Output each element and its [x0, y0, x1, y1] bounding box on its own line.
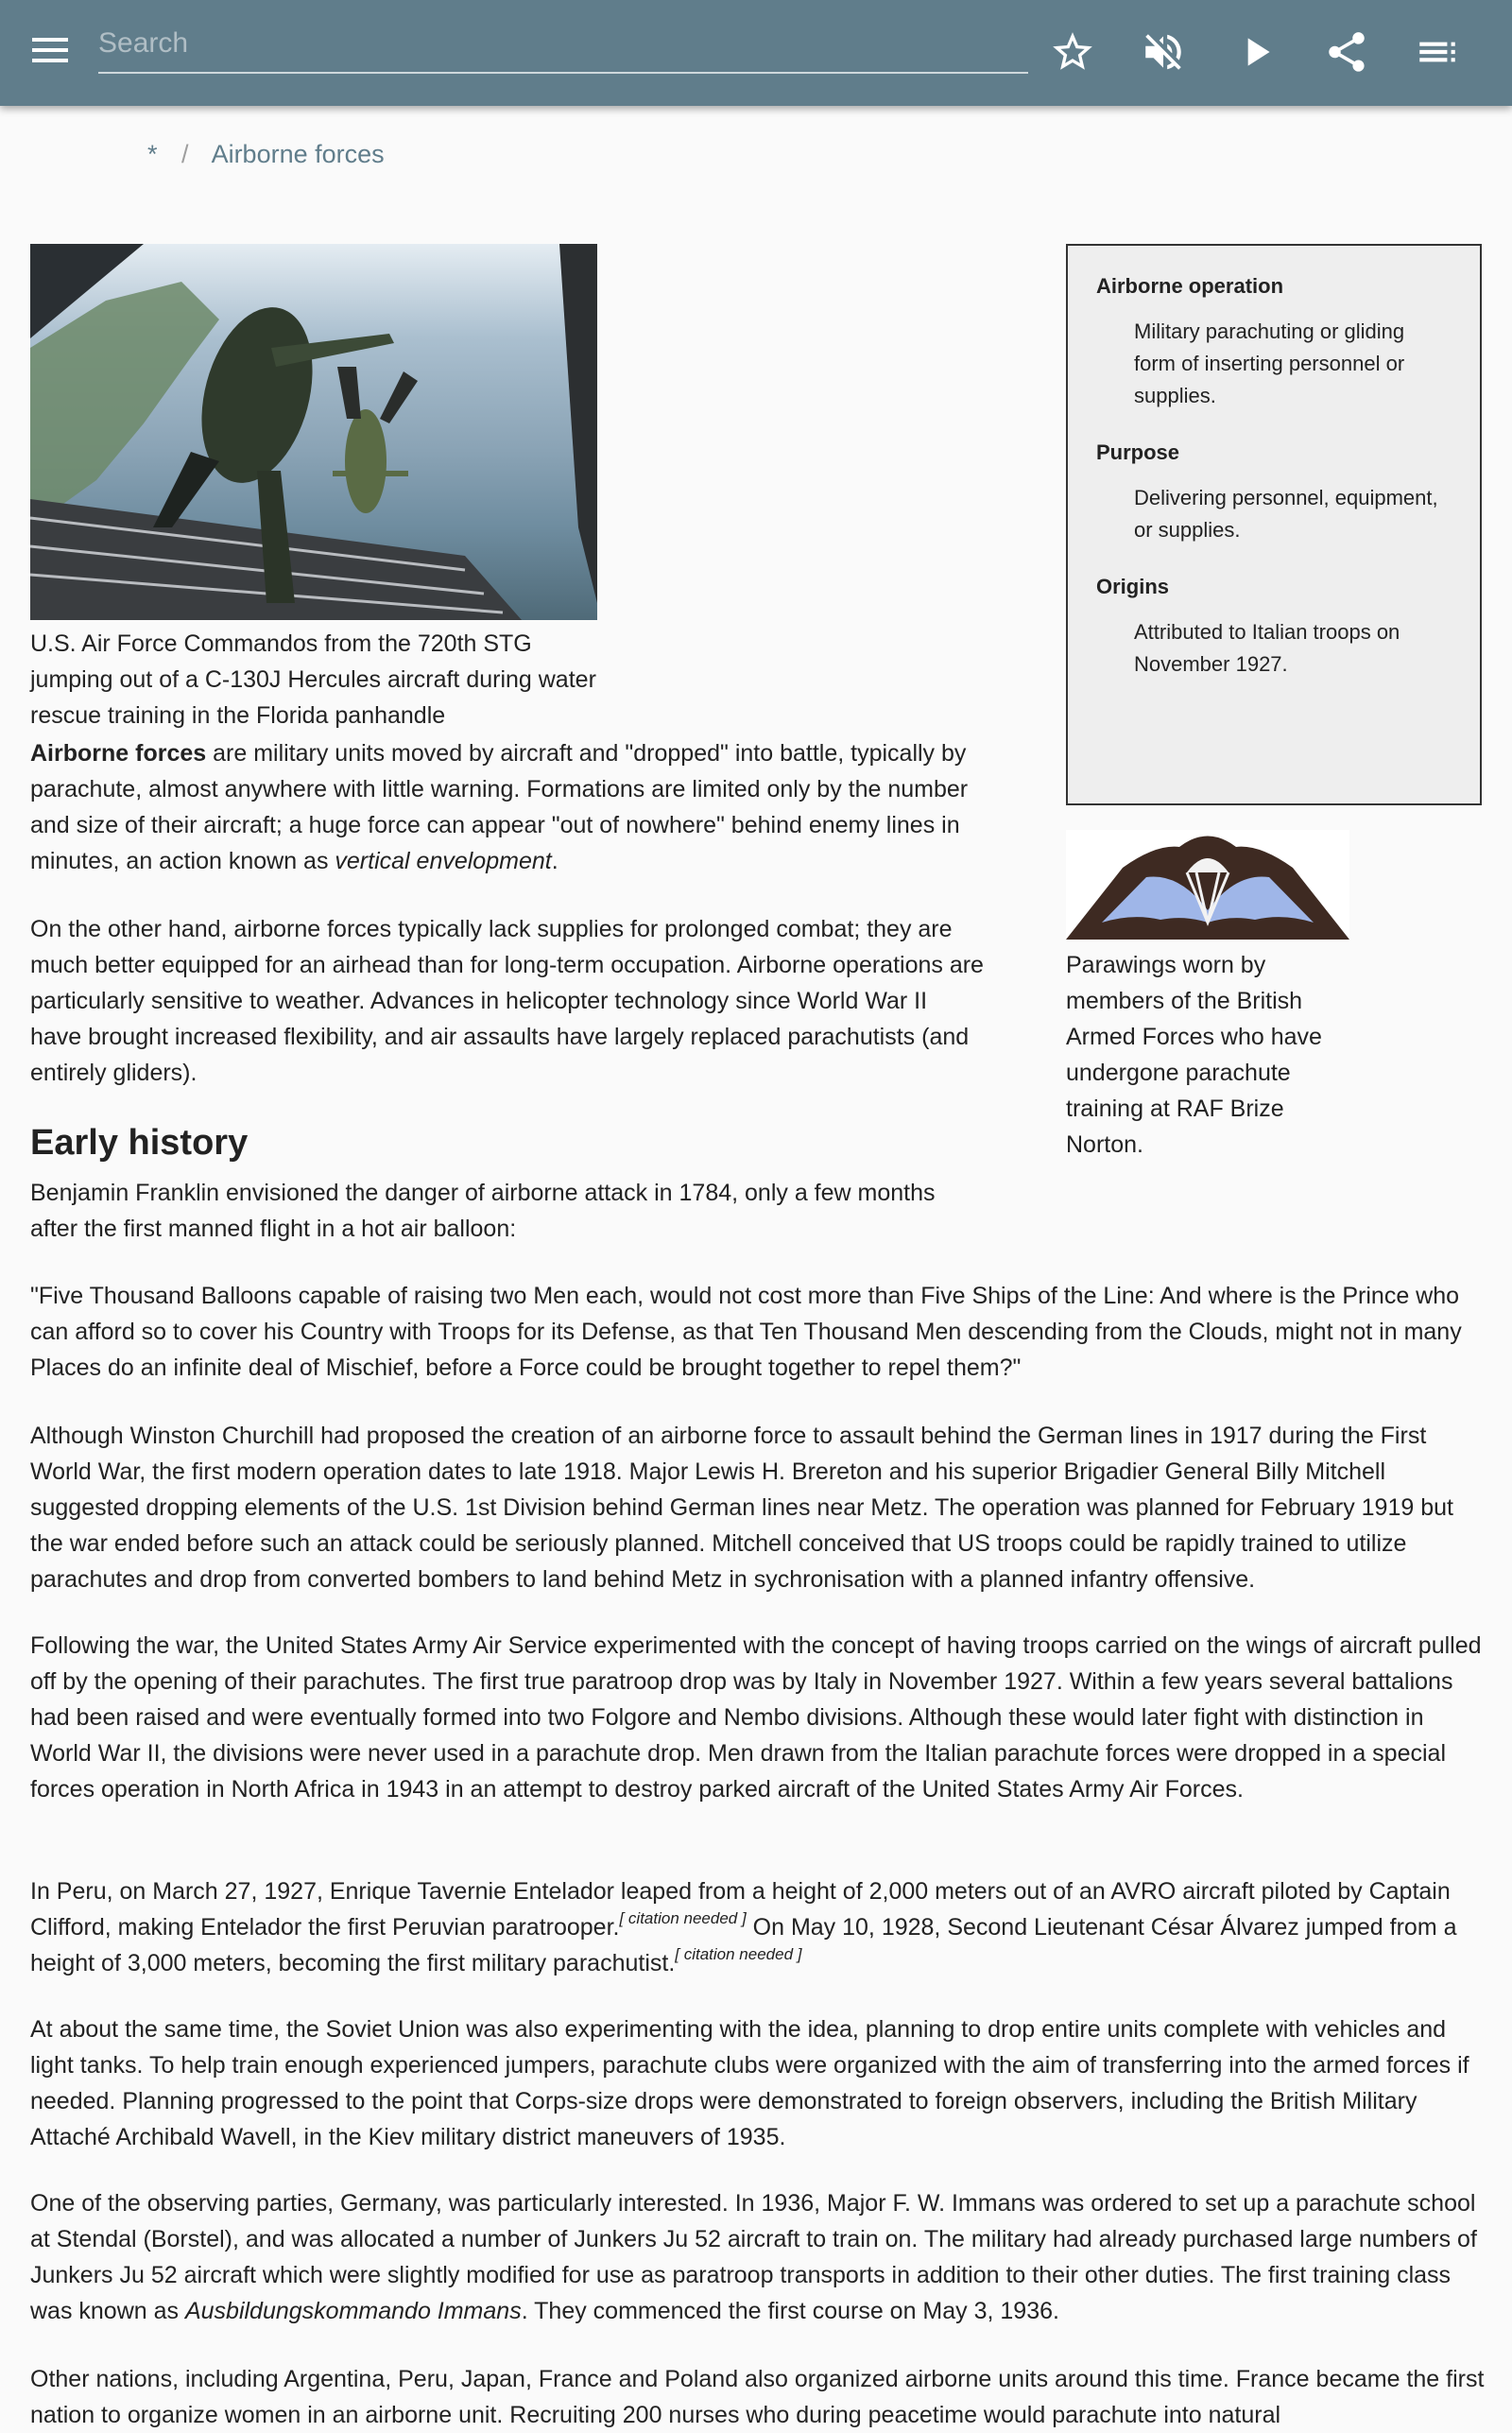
- peru-text-1: In Peru, on March 27, 1927, Enrique Tavernie Entelador leaped from a height of 2,000 meters out of an AVRO aircraft piloted by Captain Clifford, making Entelador the first Peruvian paratrooper.: [30, 1878, 1451, 1941]
- parawings-badge-image[interactable]: [1066, 830, 1349, 940]
- play-icon: [1232, 28, 1280, 76]
- infobox-value-airborne-operation: Military parachuting or gliding form of inserting personnel or supplies.: [1134, 319, 1405, 407]
- breadcrumb-home-link[interactable]: *: [147, 140, 158, 168]
- paratroopers-photo[interactable]: [30, 244, 597, 620]
- side-figure-caption: Parawings worn by members of the British Armed Forces who have undergone parachute training at RAF Brize Norton.: [1066, 952, 1322, 1158]
- share-button[interactable]: [1323, 28, 1370, 76]
- star-outline-icon: [1049, 28, 1096, 76]
- parawings-badge-illustration: [1066, 830, 1349, 940]
- paragraph-franklin-text: Benjamin Franklin envisioned the danger of airborne attack in 1784, only a few months after the first manned flight in a hot air balloon:: [30, 1180, 936, 1242]
- breadcrumb: [147, 140, 385, 169]
- infobox: [1066, 244, 1482, 805]
- intro-paragraph-2: [30, 911, 985, 1091]
- germany-text: One of the observing parties, Germany, was particularly interested. In 1936, Major F. W. Immans was ordered to set up a parachute school at Stendal (Borstel), and was allocated a number of Junkers Ju 52 aircraft to train on. The military had already purchased large numbers of Junkers Ju 52 aircraft which were slightly modified for use as paratroop transports in addition to their other duties. The first training class was known as: [30, 2190, 1477, 2324]
- app-bar: [0, 0, 1512, 106]
- main-figure: [30, 244, 597, 733]
- search-container: [98, 21, 1028, 78]
- intro-text-end: .: [551, 848, 558, 874]
- side-figure: [1066, 830, 1349, 1163]
- breadcrumb-separator: /: [181, 140, 189, 168]
- table-of-contents-button[interactable]: [1414, 28, 1461, 76]
- paragraph-churchill: [30, 1418, 1486, 1597]
- volume-off-icon: [1140, 28, 1187, 76]
- franklin-quote-text: "Five Thousand Balloons capable of raising two Men each, would not cost more than Five Ships of the Line: And where is the Prince who can afford so to cover his Country with Troops for its Defense, as that Ten Thousand Men descending from the Clouds, might not in many Places do an infinite deal of Mischief, before a Force could be brought together to repel them?": [30, 1283, 1462, 1381]
- paragraph-soviet-text: At about the same time, the Soviet Union was also experimenting with the idea, planning to drop entire units complete with vehicles and light tanks. To help train enough experienced jumpers, parachute clubs were organized with the aim of transferring into the armed forces if needed. Planning progressed to the point that Corps-size drops were demonstrated to foreign observers, including the British Military Attaché Archibald Wavell, in the Kiev military district maneuvers of 1935.: [30, 2016, 1469, 2150]
- breadcrumb-current: Airborne forces: [211, 140, 385, 168]
- infobox-value-purpose: Delivering personnel, equipment, or supplies.: [1134, 486, 1438, 542]
- paragraph-germany: [30, 2185, 1486, 2329]
- paragraph-other-nations: [30, 2361, 1486, 2433]
- paratroopers-image-illustration: [30, 244, 597, 620]
- infobox-label-purpose: Purpose: [1096, 440, 1180, 464]
- menu-button[interactable]: [32, 38, 70, 66]
- search-input[interactable]: [98, 21, 1028, 74]
- play-button[interactable]: [1232, 28, 1280, 76]
- franklin-quote: [30, 1278, 1486, 1386]
- citation-needed-link[interactable]: [ citation needed ]: [619, 1909, 747, 1927]
- paragraph-franklin: [30, 1175, 975, 1247]
- lead-term: Airborne forces: [30, 740, 207, 767]
- germany-text-end: . They commenced the first course on May 3, 1936.: [521, 2298, 1059, 2324]
- vertical-envelopment-term: vertical envelopment: [335, 848, 552, 874]
- intro-text: are military units moved by aircraft and "dropped" into battle, typically by parachute, almost anywhere with little warning. Formations are limited only by the number and size of their aircraft; a huge force can appear "out of nowhere" behind enemy lines in minutes, an action known as: [30, 740, 969, 874]
- paragraph-peru: [30, 1873, 1486, 1981]
- paragraph-other-nations-text: Other nations, including Argentina, Peru, Japan, France and Poland also organized airborne units around this time. France became the first nation to organize women in an airborne unit. Recruiting 200 nurses who during peacetime would parachute into natural: [30, 2366, 1485, 2428]
- paragraph-following-war: [30, 1628, 1486, 1807]
- paragraph-following-war-text: Following the war, the United States Army Air Service experimented with the concept of having troops carried on the wings of aircraft pulled off by the opening of their parachutes. The first true paratroop drop was by Italy in November 1927. Within a few years several battalions had been raised and were eventually formed into two Folgore and Nembo divisions. Although these would later fight with distinction in World War II, the divisions were never used in a parachute drop. Men drawn from the Italian parachute forces were dropped in a special forces operation in North Africa in 1943 in an attempt to destroy parked aircraft of the United States Army Air Forces.: [30, 1632, 1482, 1803]
- infobox-value-origins: Attributed to Italian troops on November 1927.: [1134, 620, 1400, 676]
- sound-toggle-button[interactable]: [1140, 28, 1187, 76]
- table-of-contents-icon: [1414, 28, 1461, 76]
- ausbildungskommando-term: Ausbildungskommando Immans: [184, 2298, 522, 2324]
- share-icon: [1323, 28, 1370, 76]
- main-figure-caption: U.S. Air Force Commandos from the 720th STG jumping out of a C-130J Hercules aircraft during water rescue training in the Florida panhandle: [30, 630, 596, 729]
- infobox-label-origins: Origins: [1096, 575, 1170, 598]
- hamburger-menu-icon: [32, 38, 70, 62]
- bookmark-button[interactable]: [1049, 28, 1096, 76]
- intro-paragraph-2-text: On the other hand, airborne forces typically lack supplies for prolonged combat; they are much better equipped for an airhead than for long-term occupation. Airborne operations are particularly sensitive to weather. Advances in helicopter technology since World War II have brought increased flexibility, and air assaults have largely replaced parachutists (and entirely gliders).: [30, 916, 984, 1086]
- paragraph-soviet: [30, 2011, 1486, 2155]
- infobox-label-airborne-operation: Airborne operation: [1096, 274, 1284, 298]
- citation-needed-link[interactable]: [ citation needed ]: [675, 1945, 802, 1963]
- section-heading-early-history: Early history: [30, 1123, 249, 1163]
- paragraph-churchill-text: Although Winston Churchill had proposed the creation of an airborne force to assault behind the German lines in 1917 during the First World War, the first modern operation dates to late 1918. Major Lewis H. Brereton and his superior Brigadier General Billy Mitchell suggested dropping elements of the U.S. 1st Division behind German lines near Metz. The operation was planned for February 1919 but the war ended before such an attack could be seriously planned. Mitchell conceived that US troops could be rapidly trained to utilize parachutes and drop from converted bombers to land behind Metz in sychronisation with a planned infantry offensive.: [30, 1423, 1453, 1593]
- peru-text-2: On May 10, 1928, Second Lieutenant César Álvarez jumped from a height of 3,000 meters, becoming the first military parachutist.: [30, 1914, 1457, 1976]
- intro-paragraph-1: [30, 735, 985, 879]
